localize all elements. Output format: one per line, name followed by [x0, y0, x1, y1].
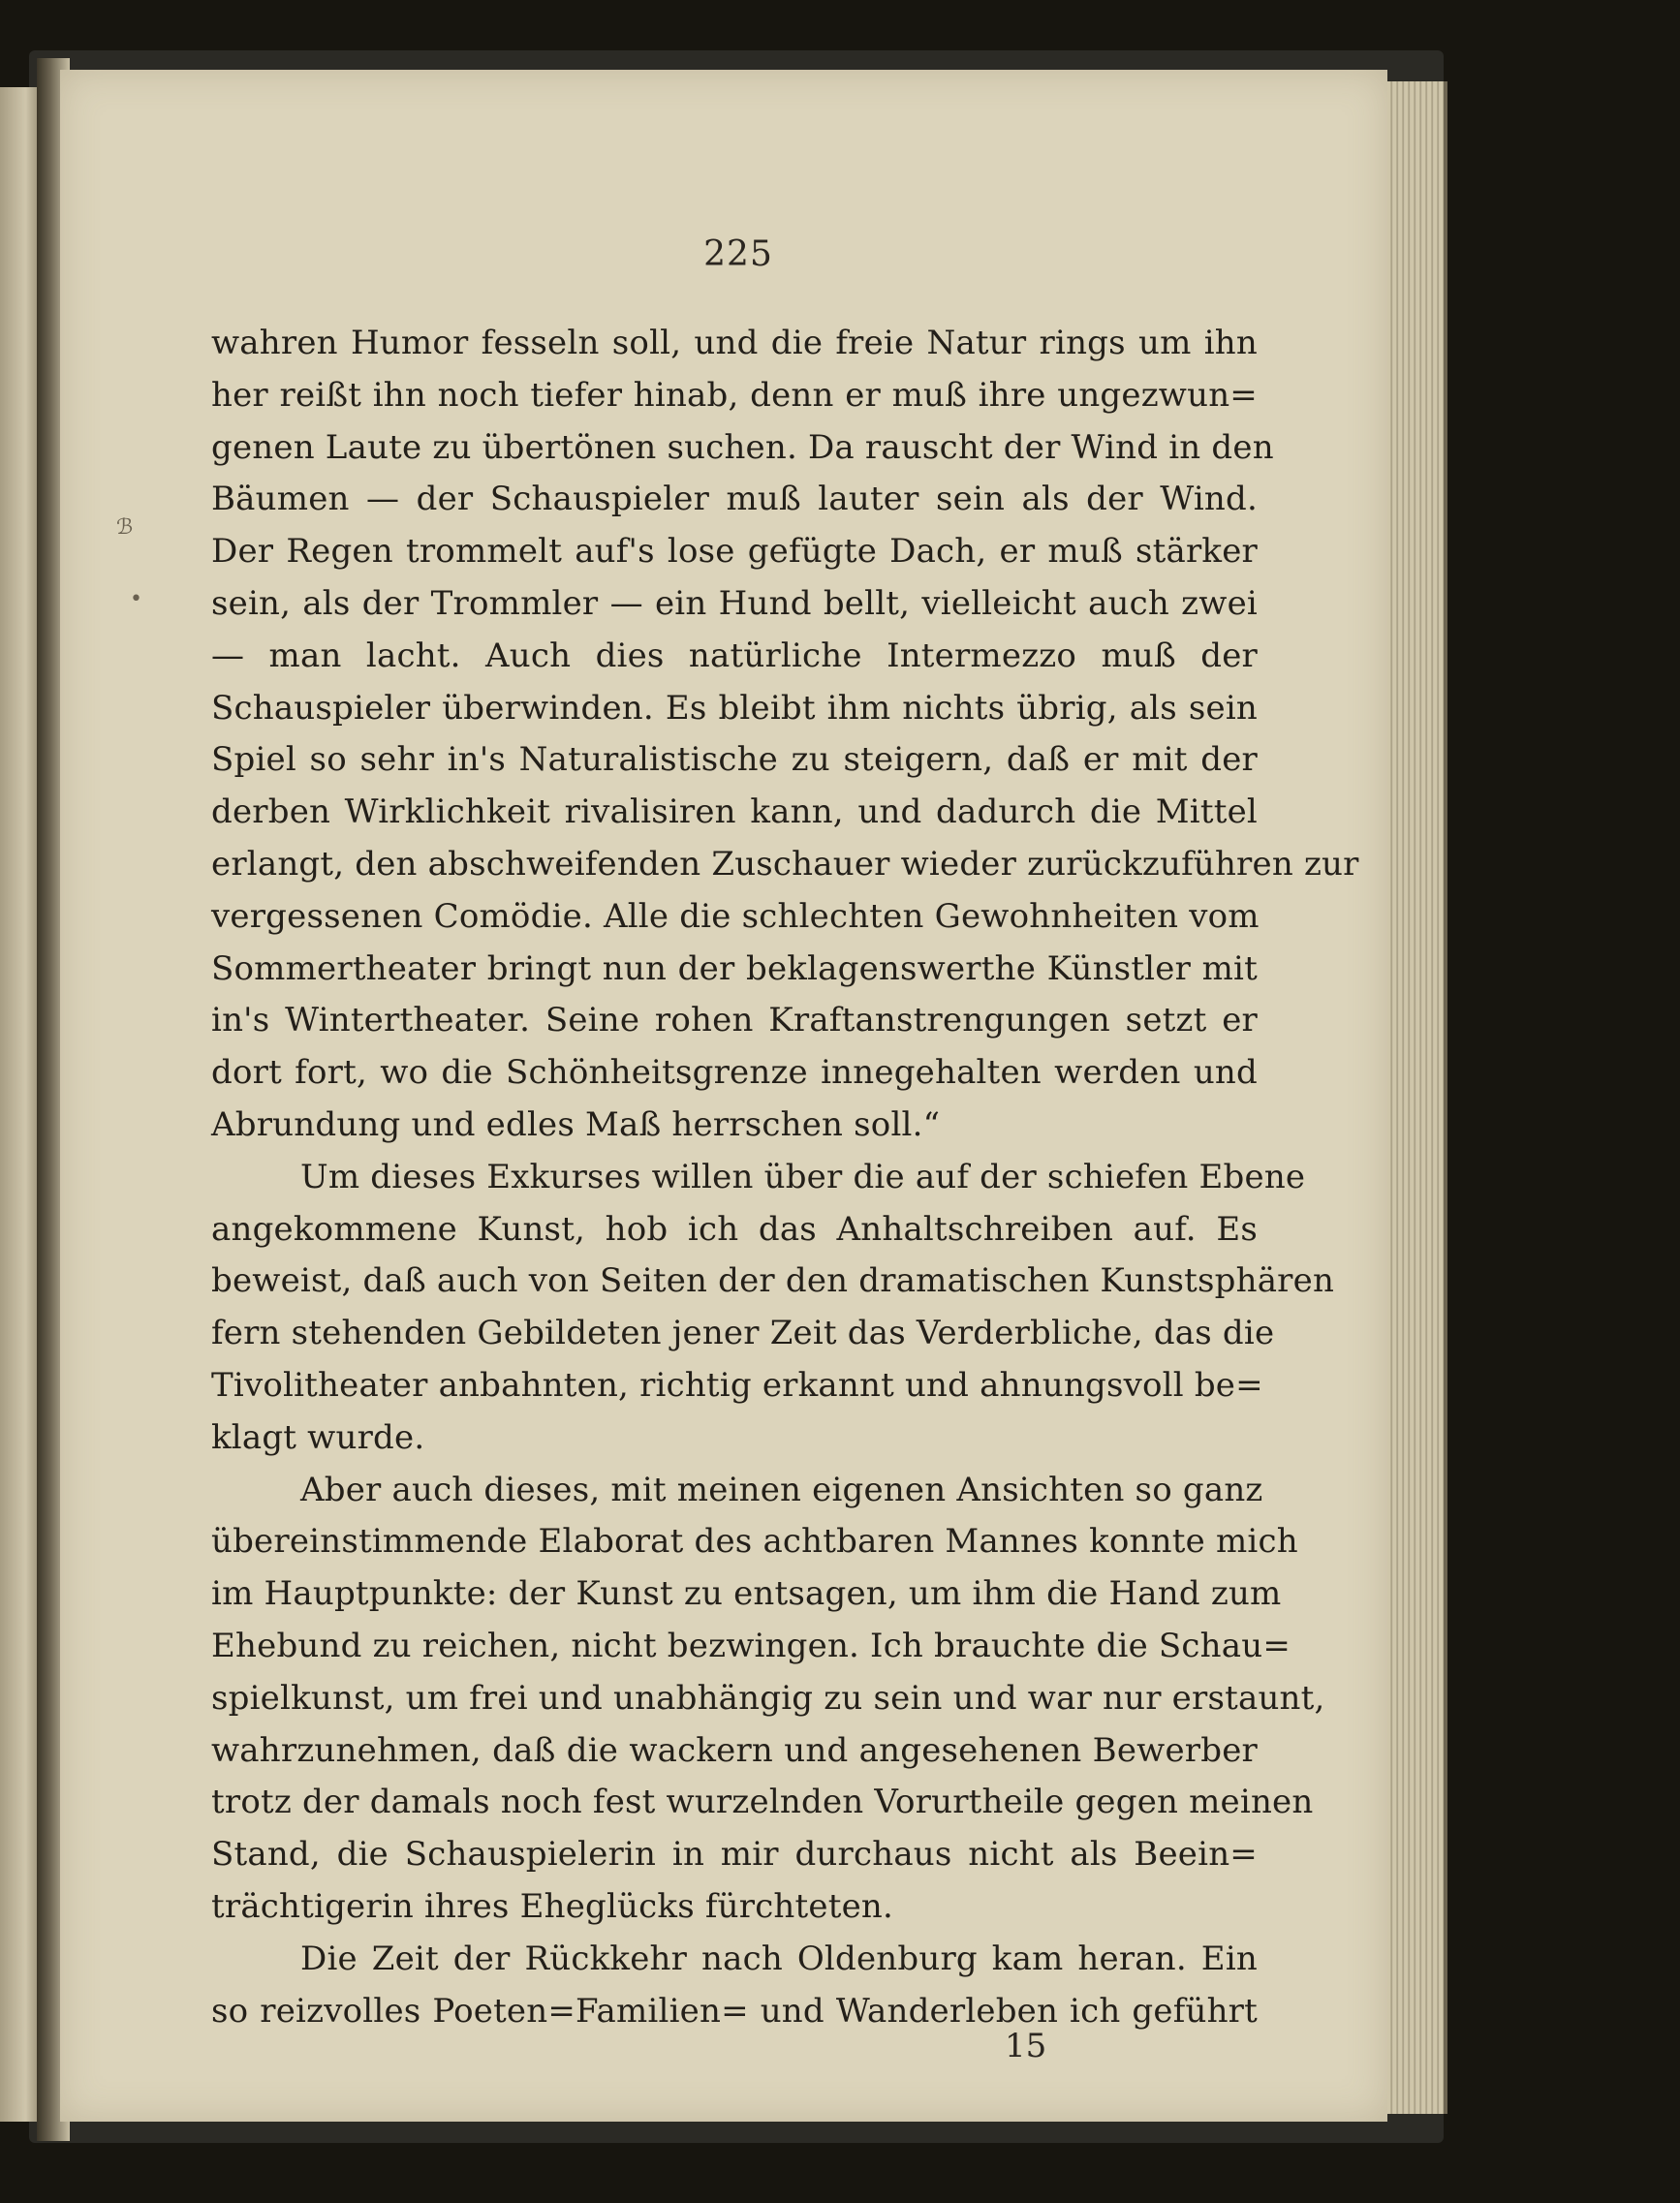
text-line: — man lacht. Auch dies natürliche Intermezzo muß der [211, 636, 1258, 675]
signature-number: 15 [1005, 2027, 1047, 2065]
text-line: Schauspieler überwinden. Es bleibt ihm nichts übrig, als sein [211, 688, 1258, 728]
text-line: in's Wintertheater. Seine rohen Kraftanstrengungen setzt er [211, 1001, 1258, 1040]
text-line: her reißt ihn noch tiefer hinab, denn er muß ihre ungezwun= [211, 375, 1258, 415]
text-line: Tivolitheater anbahnten, richtig erkannt und ahnungsvoll be= [211, 1365, 1263, 1405]
text-line: trächtigerin ihres Eheglücks fürchteten. [211, 1886, 894, 1926]
text-line: Sommertheater bringt nun der beklagenswerthe Künstler mit [211, 948, 1258, 988]
margin-mark-b: ℬ [116, 515, 134, 540]
text-line: Stand, die Schauspielerin in mir durchaus nicht als Beein= [211, 1835, 1258, 1875]
page-edges [1387, 81, 1447, 2114]
text-line: vergessenen Comödie. Alle die schlechten Gewohnheiten vom [211, 896, 1260, 936]
text-line: Abrundung und edles Maß herrschen soll.“ [211, 1104, 941, 1144]
text-line: Der Regen trommelt auf's lose gefügte Dach, er muß stärker [211, 532, 1258, 572]
text-line: wahrzunehmen, daß die wackern und angesehenen Bewerber [211, 1730, 1258, 1770]
text-line: Spiel so sehr in's Naturalistische zu steigern, daß er mit der [211, 740, 1258, 780]
text-line: Um dieses Exkurses willen über die auf der schiefen Ebene [300, 1157, 1306, 1196]
text-line: übereinstimmende Elaborat des achtbaren Mannes konnte mich [211, 1522, 1298, 1562]
page-number: 225 [703, 234, 773, 274]
body-text [211, 318, 1359, 2037]
text-line: erlangt, den abschweifenden Zuschauer wieder zurückzuführen zur [211, 844, 1359, 884]
text-line: Bäumen — der Schauspieler muß lauter sein als der Wind. [211, 480, 1258, 519]
text-line: im Hauptpunkte: der Kunst zu entsagen, um ihm die Hand zum [211, 1574, 1282, 1614]
text-line: spielkunst, um frei und unabhängig zu sein und war nur erstaunt, [211, 1678, 1325, 1718]
text-line: genen Laute zu übertönen suchen. Da rauscht der Wind in den [211, 427, 1274, 467]
text-line: fern stehenden Gebildeten jener Zeit das Verderbliche, das die [211, 1314, 1275, 1353]
text-line: Aber auch dieses, mit meinen eigenen Ansichten so ganz [300, 1470, 1263, 1509]
text-line: Die Zeit der Rückkehr nach Oldenburg kam heran. Ein [300, 1939, 1258, 1978]
text-line: dort fort, wo die Schönheitsgrenze innegehalten werden und [211, 1053, 1258, 1093]
text-line: derben Wirklichkeit rivalisiren kann, und dadurch die Mittel [211, 792, 1258, 832]
text-line: so reizvolles Poeten=Familien= und Wanderleben ich geführt [211, 1991, 1258, 2031]
text-line: wahren Humor fesseln soll, und die freie Natur rings um ihn [211, 324, 1258, 362]
margin-mark-dash: • [130, 587, 142, 611]
text-line: Ehebund zu reichen, nicht bezwingen. Ich brauchte die Schau= [211, 1626, 1291, 1665]
book-page [60, 70, 1387, 2122]
text-line: klagt wurde. [211, 1417, 425, 1457]
text-line: beweist, daß auch von Seiten der den dramatischen Kunstsphären [211, 1261, 1335, 1301]
text-line: sein, als der Trommler — ein Hund bellt, vielleicht auch zwei [211, 583, 1258, 623]
text-line: trotz der damals noch fest wurzelnden Vorurtheile gegen meinen [211, 1783, 1314, 1822]
text-line: angekommene Kunst, hob ich das Anhaltschreiben auf. Es [211, 1209, 1258, 1249]
